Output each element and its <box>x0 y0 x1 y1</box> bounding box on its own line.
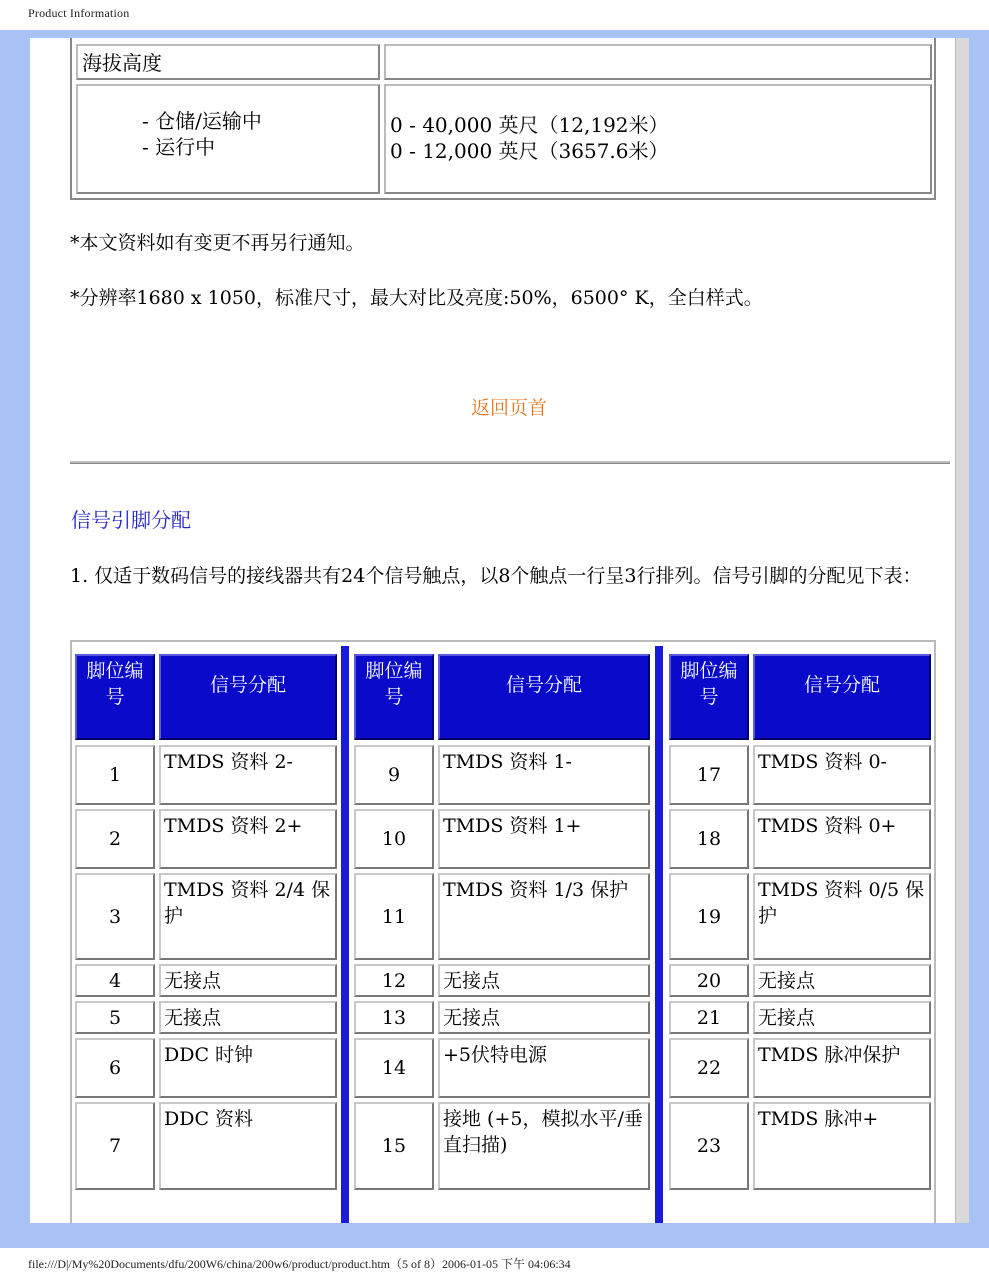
signal-name-cell: TMDS 资料 0+ <box>753 809 931 869</box>
altitude-empty-cell <box>384 44 932 80</box>
signal-name-cell: +5伏特电源 <box>438 1038 650 1098</box>
pin-header-label: 号 <box>699 686 719 708</box>
signal-name-cell: 无接点 <box>438 1001 650 1034</box>
signal-name-cell: 无接点 <box>159 964 337 997</box>
pin-number-cell: 6 <box>75 1038 155 1098</box>
altitude-operating-label: - 运行中 <box>142 135 216 159</box>
signal-name-cell: 无接点 <box>438 964 650 997</box>
pin-number-cell: 21 <box>669 1001 749 1034</box>
signal-name-cell: TMDS 脉冲保护 <box>753 1038 931 1098</box>
note-change-notice: *本文资料如有变更不再另行通知。 <box>70 232 365 254</box>
pin-number-cell: 18 <box>669 809 749 869</box>
altitude-label: 海拔高度 <box>82 51 162 75</box>
signal-name-cell: TMDS 资料 0/5 保护 <box>753 873 931 960</box>
pin-number-cell: 1 <box>75 745 155 805</box>
pin-number-cell: 11 <box>354 873 434 960</box>
pin-number-cell: 13 <box>354 1001 434 1034</box>
pin-number-cell: 15 <box>354 1102 434 1190</box>
pin-number-cell: 3 <box>75 873 155 960</box>
altitude-storage-value: 0 - 40,000 英尺（12,192米） <box>390 113 669 137</box>
pin-number-cell: 20 <box>669 964 749 997</box>
pin-number-cell: 17 <box>669 745 749 805</box>
altitude-storage-label: - 仓储/运输中 <box>142 109 262 133</box>
pin-number-cell: 9 <box>354 745 434 805</box>
signal-name-cell: 接地 (+5，模拟水平/垂直扫描) <box>438 1102 650 1190</box>
pin-number-cell: 12 <box>354 964 434 997</box>
intro-paragraph: 1. 仅适于数码信号的接线器共有24个信号触点，以8个触点一行呈3行排列。信号引脚的分配见下表： <box>70 565 922 587</box>
note-resolution: *分辨率1680 x 1050，标准尺寸，最大对比及亮度:50%，6500° K，全白样式。 <box>70 287 763 309</box>
signal-name-cell: TMDS 资料 2+ <box>159 809 337 869</box>
pin-number-cell: 14 <box>354 1038 434 1098</box>
signal-name-cell: TMDS 资料 1+ <box>438 809 650 869</box>
signal-name-cell: TMDS 资料 2- <box>159 745 337 805</box>
pin-header-label: 脚位编 <box>365 660 423 682</box>
altitude-conditions-cell <box>76 84 380 194</box>
signal-name-cell: TMDS 脉冲+ <box>753 1102 931 1190</box>
signal-name-cell: 无接点 <box>753 964 931 997</box>
pin-number-cell: 23 <box>669 1102 749 1190</box>
column-divider <box>655 646 663 1223</box>
pin-header-cell <box>75 654 155 740</box>
pin-header-label: 号 <box>384 686 404 708</box>
section-title[interactable]: 信号引脚分配 <box>71 508 191 532</box>
signal-name-cell: TMDS 资料 1- <box>438 745 650 805</box>
vertical-scrollbar[interactable] <box>955 38 969 1223</box>
pin-header-label: 脚位编 <box>680 660 738 682</box>
signal-name-cell: DDC 资料 <box>159 1102 337 1190</box>
page-viewport[interactable] <box>30 38 960 1223</box>
signal-header-label: 信号分配 <box>803 674 880 696</box>
pin-header-label: 脚位编 <box>86 660 144 682</box>
signal-name-cell: DDC 时钟 <box>159 1038 337 1098</box>
altitude-operating-value: 0 - 12,000 英尺（3657.6米） <box>390 139 669 163</box>
signal-name-cell: TMDS 资料 0- <box>753 745 931 805</box>
column-divider <box>341 646 349 1223</box>
pin-header-cell <box>669 654 749 740</box>
altitude-table <box>70 38 936 200</box>
signal-name-cell: TMDS 资料 1/3 保护 <box>438 873 650 960</box>
signal-header-label: 信号分配 <box>505 674 582 696</box>
signal-header-cell <box>159 654 337 740</box>
print-footer: file:///D|/My%20Documents/dfu/200W6/china/200w6/product/product.htm（5 of 8）2006-01-05 下午 04:06:34 <box>28 1257 571 1271</box>
pin-header-label: 号 <box>105 686 125 708</box>
pin-number-cell: 10 <box>354 809 434 869</box>
pin-number-cell: 22 <box>669 1038 749 1098</box>
pin-header-cell <box>354 654 434 740</box>
signal-header-label: 信号分配 <box>209 674 286 696</box>
pin-number-cell: 7 <box>75 1102 155 1190</box>
pin-number-cell: 5 <box>75 1001 155 1034</box>
signal-header-cell <box>438 654 650 740</box>
altitude-label-cell <box>76 44 380 80</box>
pin-number-cell: 19 <box>669 873 749 960</box>
pin-number-cell: 2 <box>75 809 155 869</box>
signal-name-cell: 无接点 <box>159 1001 337 1034</box>
signal-name-cell: TMDS 资料 2/4 保护 <box>159 873 337 960</box>
altitude-values-cell <box>384 84 932 194</box>
pin-number-cell: 4 <box>75 964 155 997</box>
back-to-top-link[interactable]: 返回页首 <box>471 397 548 419</box>
print-header: Product Information <box>28 6 130 20</box>
signal-name-cell: 无接点 <box>753 1001 931 1034</box>
signal-header-cell <box>753 654 931 740</box>
page-content <box>30 38 960 1223</box>
section-divider <box>70 461 950 464</box>
